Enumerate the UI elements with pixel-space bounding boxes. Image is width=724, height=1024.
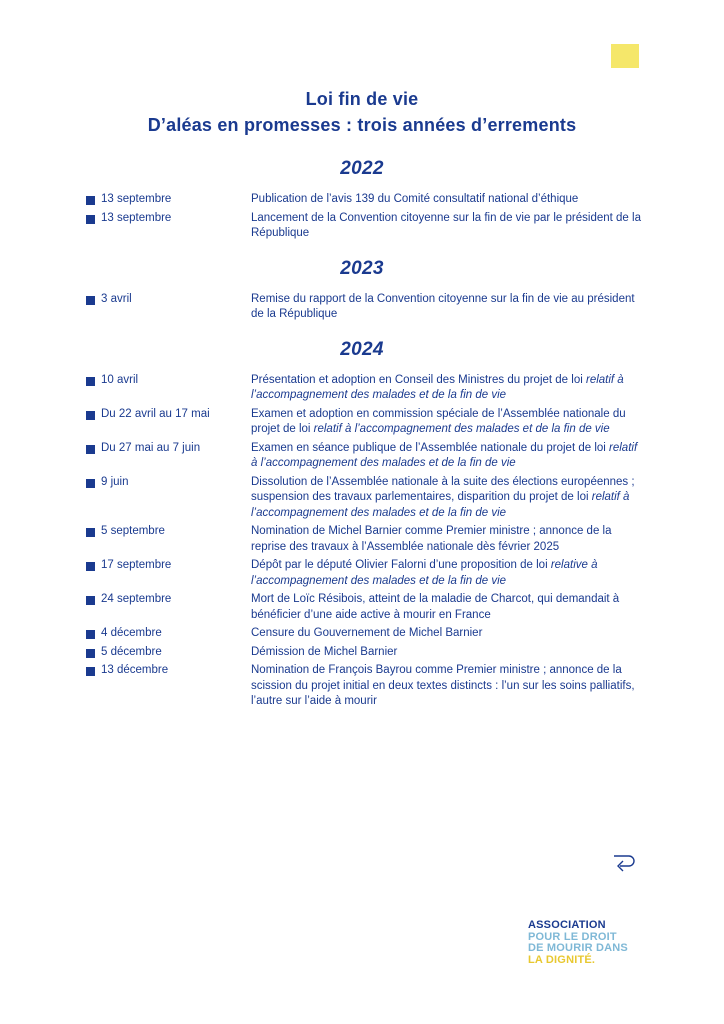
entry-date: 3 avril <box>101 292 132 305</box>
entry-date: Du 27 mai au 7 juin <box>101 441 201 454</box>
entry-date: 17 septembre <box>101 559 172 571</box>
square-bullet-icon <box>86 196 95 205</box>
entry-date: 13 septembre <box>101 211 172 224</box>
logo-line-4: LA DIGNITÉ. <box>528 953 596 966</box>
square-bullet-icon <box>86 296 95 305</box>
square-bullet-icon <box>86 630 95 639</box>
entry-text: Dépôt par le député Olivier Falorni d’une proposition de loi relative à l’accompagnement des malades et de la fin de vie <box>251 559 598 587</box>
arrow-turn-icon <box>612 852 638 874</box>
timeline-entry <box>0 475 724 522</box>
yellow-highlight-mark <box>611 44 639 68</box>
square-bullet-icon <box>86 411 95 420</box>
entry-date: 9 juin <box>101 475 129 488</box>
page-title <box>0 86 724 138</box>
square-bullet-icon <box>86 649 95 658</box>
square-bullet-icon <box>86 562 95 571</box>
entry-text: Remise du rapport de la Convention citoyenne sur la fin de vie au président de la République <box>251 292 635 320</box>
timeline-entry <box>0 626 724 642</box>
title-line-1: Loi fin de vie <box>305 89 419 109</box>
entry-text: Examen et adoption en commission spéciale de l’Assemblée nationale du projet de loi relatif à l’accompagnement des malades et de la fin de vie <box>251 407 626 435</box>
logo-line-3: DE MOURIR DANS <box>528 942 628 954</box>
entry-date: 13 septembre <box>101 193 172 205</box>
timeline-entry <box>0 441 724 472</box>
timeline-entry <box>0 292 724 323</box>
timeline-entry <box>0 663 724 710</box>
timeline-entry <box>0 192 724 208</box>
organization-logo <box>528 920 640 966</box>
entry-text: Examen en séance publique de l’Assemblée nationale du projet de loi relatif à l’accompagnement des malades et de la fin de vie <box>251 441 638 469</box>
entry-text: Publication de l’avis 139 du Comité consultatif national d’éthique <box>251 193 579 205</box>
entry-date: 5 décembre <box>101 645 162 658</box>
entry-date: 24 septembre <box>101 593 172 605</box>
entry-date: 4 décembre <box>101 627 162 639</box>
square-bullet-icon <box>86 667 95 676</box>
timeline-entry <box>0 373 724 404</box>
timeline-entry <box>0 558 724 589</box>
timeline-entry <box>0 524 724 555</box>
square-bullet-icon <box>86 215 95 224</box>
entry-text: Démission de Michel Barnier <box>251 645 398 658</box>
logo-line-1: ASSOCIATION <box>528 919 606 931</box>
timeline-list <box>0 158 724 713</box>
entry-date: 13 décembre <box>101 664 169 676</box>
entry-text: Dissolution de l’Assemblée nationale à la suite des élections européennes ; suspension des travaux parlementaires, disparition du projet de loi relatif à l’accompagnement des malades et de la fin de vie <box>251 475 635 519</box>
timeline-entry <box>0 592 724 623</box>
entry-text: Nomination de Michel Barnier comme Premier ministre ; annonce de la reprise des travaux à l’Assemblée nationale dès février 2025 <box>251 525 612 553</box>
entry-date: Du 22 avril au 17 mai <box>101 407 210 420</box>
square-bullet-icon <box>86 377 95 386</box>
timeline-entry <box>0 211 724 242</box>
logo-line-2: POUR LE DROIT <box>528 930 617 943</box>
entry-date: 5 septembre <box>101 525 165 537</box>
entry-text: Nomination de François Bayrou comme Premier ministre ; annonce de la scission du projet initial en deux textes distincts : l’un sur les soins palliatifs, l’autre sur l’aide à mourir <box>251 664 635 707</box>
entry-text: Mort de Loïc Résibois, atteint de la maladie de Charcot, qui demandait à bénéficier d’une aide active à mourir en France <box>251 593 620 621</box>
entry-text: Censure du Gouvernement de Michel Barnier <box>251 627 483 639</box>
entry-text: Lancement de la Convention citoyenne sur la fin de vie par le président de la République <box>251 211 641 239</box>
timeline-entry <box>0 407 724 438</box>
title-line-2: D’aléas en promesses : trois années d’errements <box>147 115 577 135</box>
year-heading: 2023 <box>340 257 384 279</box>
timeline-entry <box>0 645 724 661</box>
year-heading: 2022 <box>340 158 384 179</box>
square-bullet-icon <box>86 445 95 454</box>
square-bullet-icon <box>86 528 95 537</box>
entry-text: Présentation et adoption en Conseil des Ministres du projet de loi relatif à l’accompagnement des malades et de la fin de vie <box>251 373 624 401</box>
square-bullet-icon <box>86 596 95 605</box>
square-bullet-icon <box>86 479 95 488</box>
entry-date: 10 avril <box>101 373 139 386</box>
year-heading: 2024 <box>340 338 384 360</box>
